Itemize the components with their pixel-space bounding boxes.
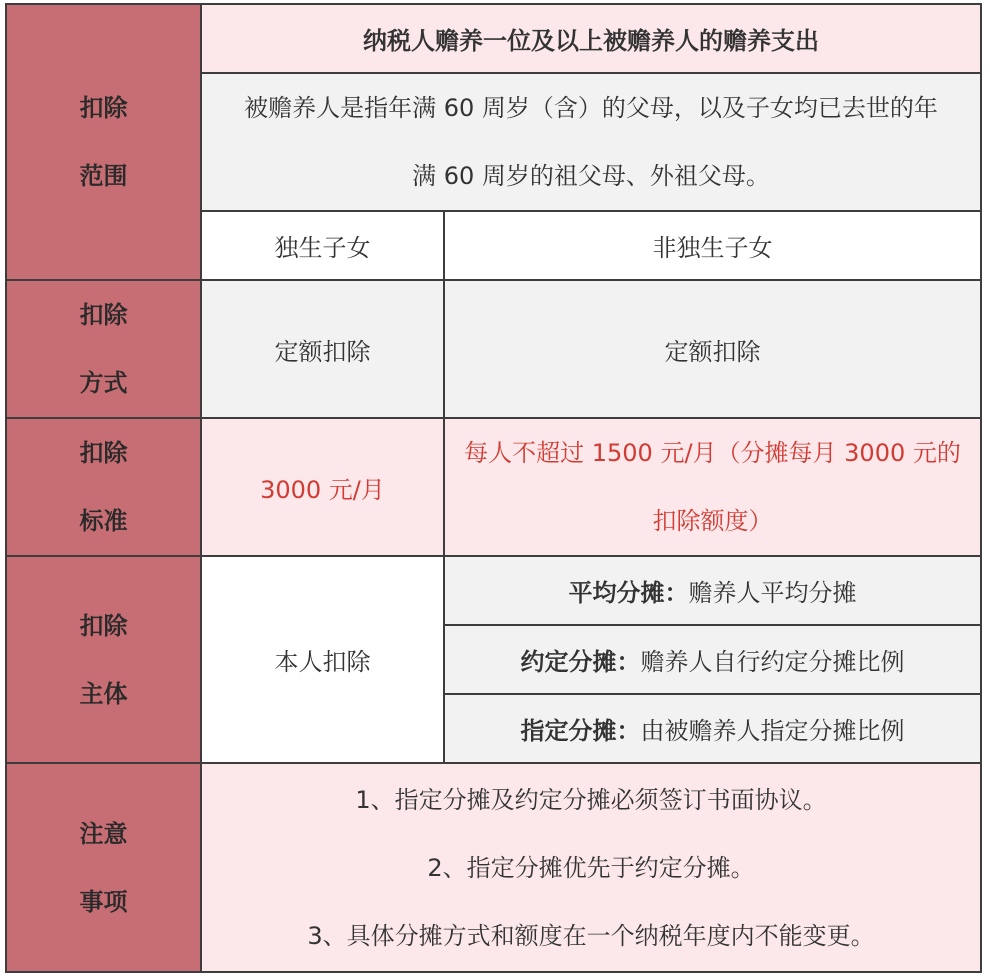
- note-item: 3、具体分摊方式和额度在一个纳税年度内不能变更。: [307, 921, 875, 950]
- notes-label-line1: 注意: [79, 819, 128, 848]
- subject-option-desc: 赡养人自行约定分摊比例: [640, 648, 905, 676]
- subject-label: [6, 556, 201, 763]
- subject-option-average: [444, 556, 981, 625]
- scope-label-line1: 扣除: [79, 94, 128, 122]
- standard-label: [6, 418, 201, 556]
- subject-option-desc: 赡养人平均分摊: [688, 579, 857, 607]
- notes-content: [201, 763, 981, 972]
- subject-label-line1: 扣除: [79, 611, 128, 640]
- standard-non-only-child-line1: 每人不超过 1500 元/月（分摊每月 3000 元的: [464, 439, 961, 467]
- scope-description: [201, 73, 981, 211]
- scope-text-line2: 满 60 周岁的祖父母、外祖父母。: [412, 162, 770, 190]
- col-header-only-child: 独生子女: [201, 211, 444, 280]
- subject-option-term: 指定分摊：: [520, 717, 641, 745]
- subject-label-line2: 主体: [79, 679, 128, 708]
- col-header-non-only-child: 非独生子女: [444, 211, 981, 280]
- subject-option-designated: [444, 694, 981, 763]
- note-item: 2、指定分摊优先于约定分摊。: [427, 853, 755, 882]
- scope-label: [6, 4, 201, 280]
- standard-label-line2: 标准: [79, 507, 128, 535]
- standard-non-only-child: [444, 418, 981, 556]
- notes-label: [6, 763, 201, 972]
- method-non-only-child: 定额扣除: [444, 280, 981, 418]
- deduction-table: [5, 3, 982, 973]
- scope-label-line2: 范围: [79, 162, 128, 190]
- table-title: 纳税人赡养一位及以上被赡养人的赡养支出: [201, 4, 981, 73]
- subject-option-desc: 由被赡养人指定分摊比例: [640, 717, 905, 745]
- method-label-line2: 方式: [79, 369, 128, 397]
- standard-non-only-child-line2: 扣除额度）: [652, 507, 773, 535]
- method-label: [6, 280, 201, 418]
- method-label-line1: 扣除: [79, 301, 128, 329]
- standard-label-line1: 扣除: [79, 439, 128, 467]
- subject-option-term: 约定分摊：: [520, 648, 641, 676]
- subject-option-term: 平均分摊：: [568, 579, 689, 607]
- notes-label-line2: 事项: [79, 887, 128, 916]
- subject-only-child: 本人扣除: [201, 556, 444, 763]
- subject-option-agreed: [444, 625, 981, 694]
- standard-only-child: 3000 元/月: [201, 418, 444, 556]
- note-item: 1、指定分摊及约定分摊必须签订书面协议。: [355, 785, 827, 814]
- scope-text-line1: 被赡养人是指年满 60 周岁（含）的父母，以及子女均已去世的年: [244, 94, 938, 122]
- method-only-child: 定额扣除: [201, 280, 444, 418]
